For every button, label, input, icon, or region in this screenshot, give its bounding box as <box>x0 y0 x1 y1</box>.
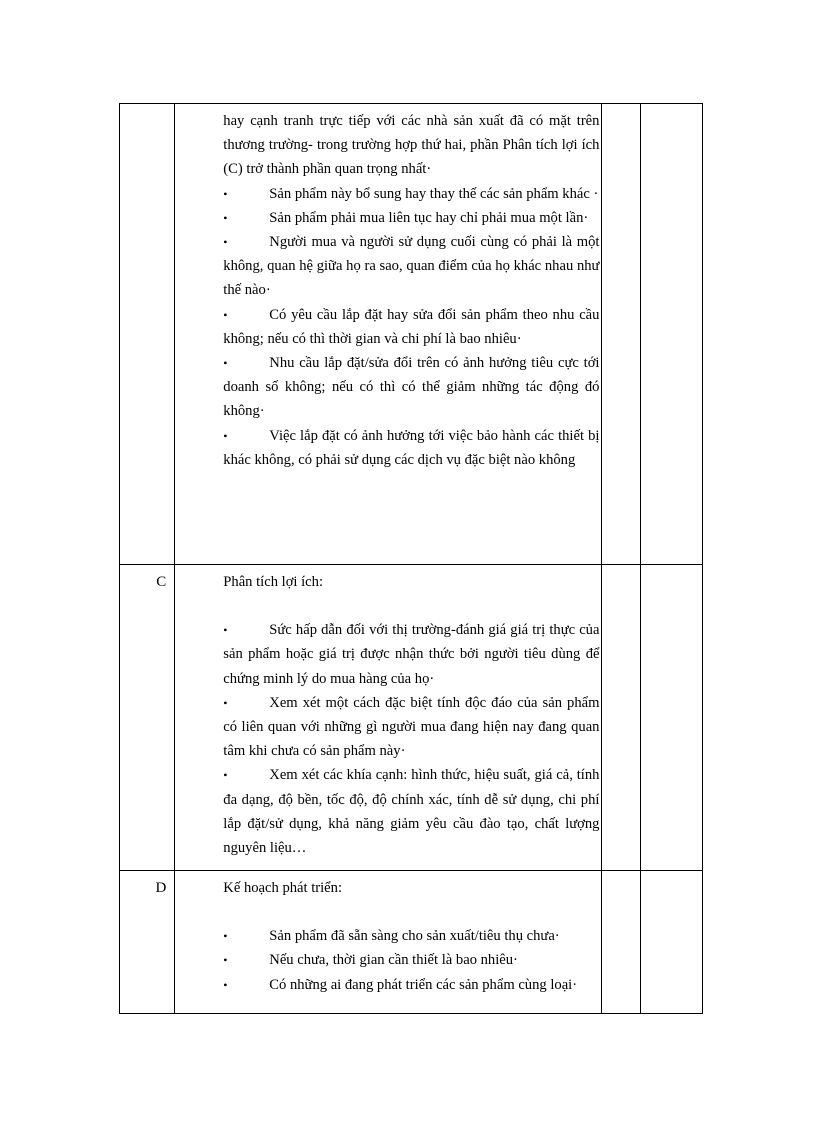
list-item <box>223 230 599 303</box>
empty-cell <box>602 104 640 565</box>
bullet-icon: • <box>223 210 228 225</box>
bullet-icon: • <box>223 953 228 968</box>
table-row <box>120 104 703 565</box>
bullet-icon: • <box>223 929 228 944</box>
content-cell <box>175 871 602 1014</box>
list-item <box>223 182 599 206</box>
list-item <box>223 948 599 972</box>
content-cell <box>175 565 602 871</box>
bullet-text: Xem xét các khía cạnh: hình thức, hiệu suất, giá cả, tính đa dạng, độ bền, tốc độ, độ chính xác, tính dễ sử dụng, chi phí lắp đặt/sử dụng, khả năng giảm yêu cầu đào tạo, chất lượng nguyên liệu… <box>223 767 600 857</box>
empty-cell <box>602 565 640 871</box>
bullet-text: Sản phẩm phải mua liên tục hay chỉ phải mua một lần· <box>269 209 589 226</box>
table-row <box>120 565 703 871</box>
bullet-text: Sức hấp dẫn đối với thị trường-đánh giá giá trị thực của sản phẩm hoặc giá trị được nhận thức bởi người tiêu dùng để chứng minh lý do mua hàng của họ· <box>223 622 600 687</box>
bullet-text: Việc lắp đặt có ảnh hưởng tới việc bảo hành các thiết bị khác không, có phải sử dụng các dịch vụ đặc biệt nào không <box>223 427 600 468</box>
bullet-text: Có yêu cầu lắp đặt hay sửa đổi sản phẩm theo nhu cầu không; nếu có thì thời gian và chi phí là bao nhiêu· <box>223 306 600 347</box>
section-heading: Phân tích lợi ích: <box>223 574 324 590</box>
list-item <box>223 691 599 764</box>
row-letter-c: C <box>120 565 175 871</box>
list-item <box>223 618 599 691</box>
row-letter-d: D <box>120 871 175 1014</box>
document-table <box>119 103 703 1014</box>
list-item <box>223 351 599 424</box>
bullet-icon: • <box>223 428 228 443</box>
empty-cell <box>602 871 640 1014</box>
bullet-text: Người mua và người sử dụng cuối cùng có phải là một không, quan hệ giữa họ ra sao, quan điểm của họ khác nhau như thế nào· <box>223 234 600 299</box>
bullet-text: Sản phẩm đã sẵn sàng cho sản xuất/tiêu thụ chưa· <box>269 928 560 945</box>
bullet-text: Nhu cầu lắp đặt/sửa đổi trên có ảnh hưởng tiêu cực tới doanh số không; nếu có thì có thể giảm những tác động đó không· <box>223 355 600 420</box>
bullet-text: Sản phẩm này bổ sung hay thay thế các sản phẩm khác · <box>269 185 599 202</box>
bullet-icon: • <box>223 623 228 638</box>
empty-cell <box>640 565 702 871</box>
empty-cell <box>640 871 702 1014</box>
list-item <box>223 924 599 948</box>
bullet-icon: • <box>223 768 228 783</box>
bullet-icon: • <box>223 695 228 710</box>
section-heading: Kế hoạch phát triển: <box>223 880 343 896</box>
table-row <box>120 871 703 1014</box>
bullet-icon: • <box>223 977 228 992</box>
intro-paragraph: hay cạnh tranh trực tiếp với các nhà sản xuất đã có mặt trên thương trường- trong trường hợp thứ hai, phần Phân tích lợi ích (C) trở thành phần quan trọng nhất· <box>223 113 600 178</box>
list-item <box>223 303 599 351</box>
list-item <box>223 763 599 860</box>
list-item <box>223 206 599 230</box>
bullet-icon: • <box>223 356 228 371</box>
bullet-icon: • <box>223 235 228 250</box>
content-cell <box>175 104 602 565</box>
bullet-text: Có những ai đang phát triển các sản phẩm cùng loại· <box>269 976 578 993</box>
bullet-text: Xem xét một cách đặc biệt tính độc đáo của sản phẩm có liên quan với những gì người mua đang hiện nay đang quan tâm khi chưa có sản phẩm này· <box>223 694 600 760</box>
bullet-icon: • <box>223 186 228 201</box>
row-letter-cell <box>120 104 175 565</box>
empty-cell <box>640 104 702 565</box>
list-item <box>223 424 599 472</box>
list-item <box>223 973 599 997</box>
bullet-icon: • <box>223 307 228 322</box>
bullet-text: Nếu chưa, thời gian cần thiết là bao nhiêu· <box>269 952 518 969</box>
